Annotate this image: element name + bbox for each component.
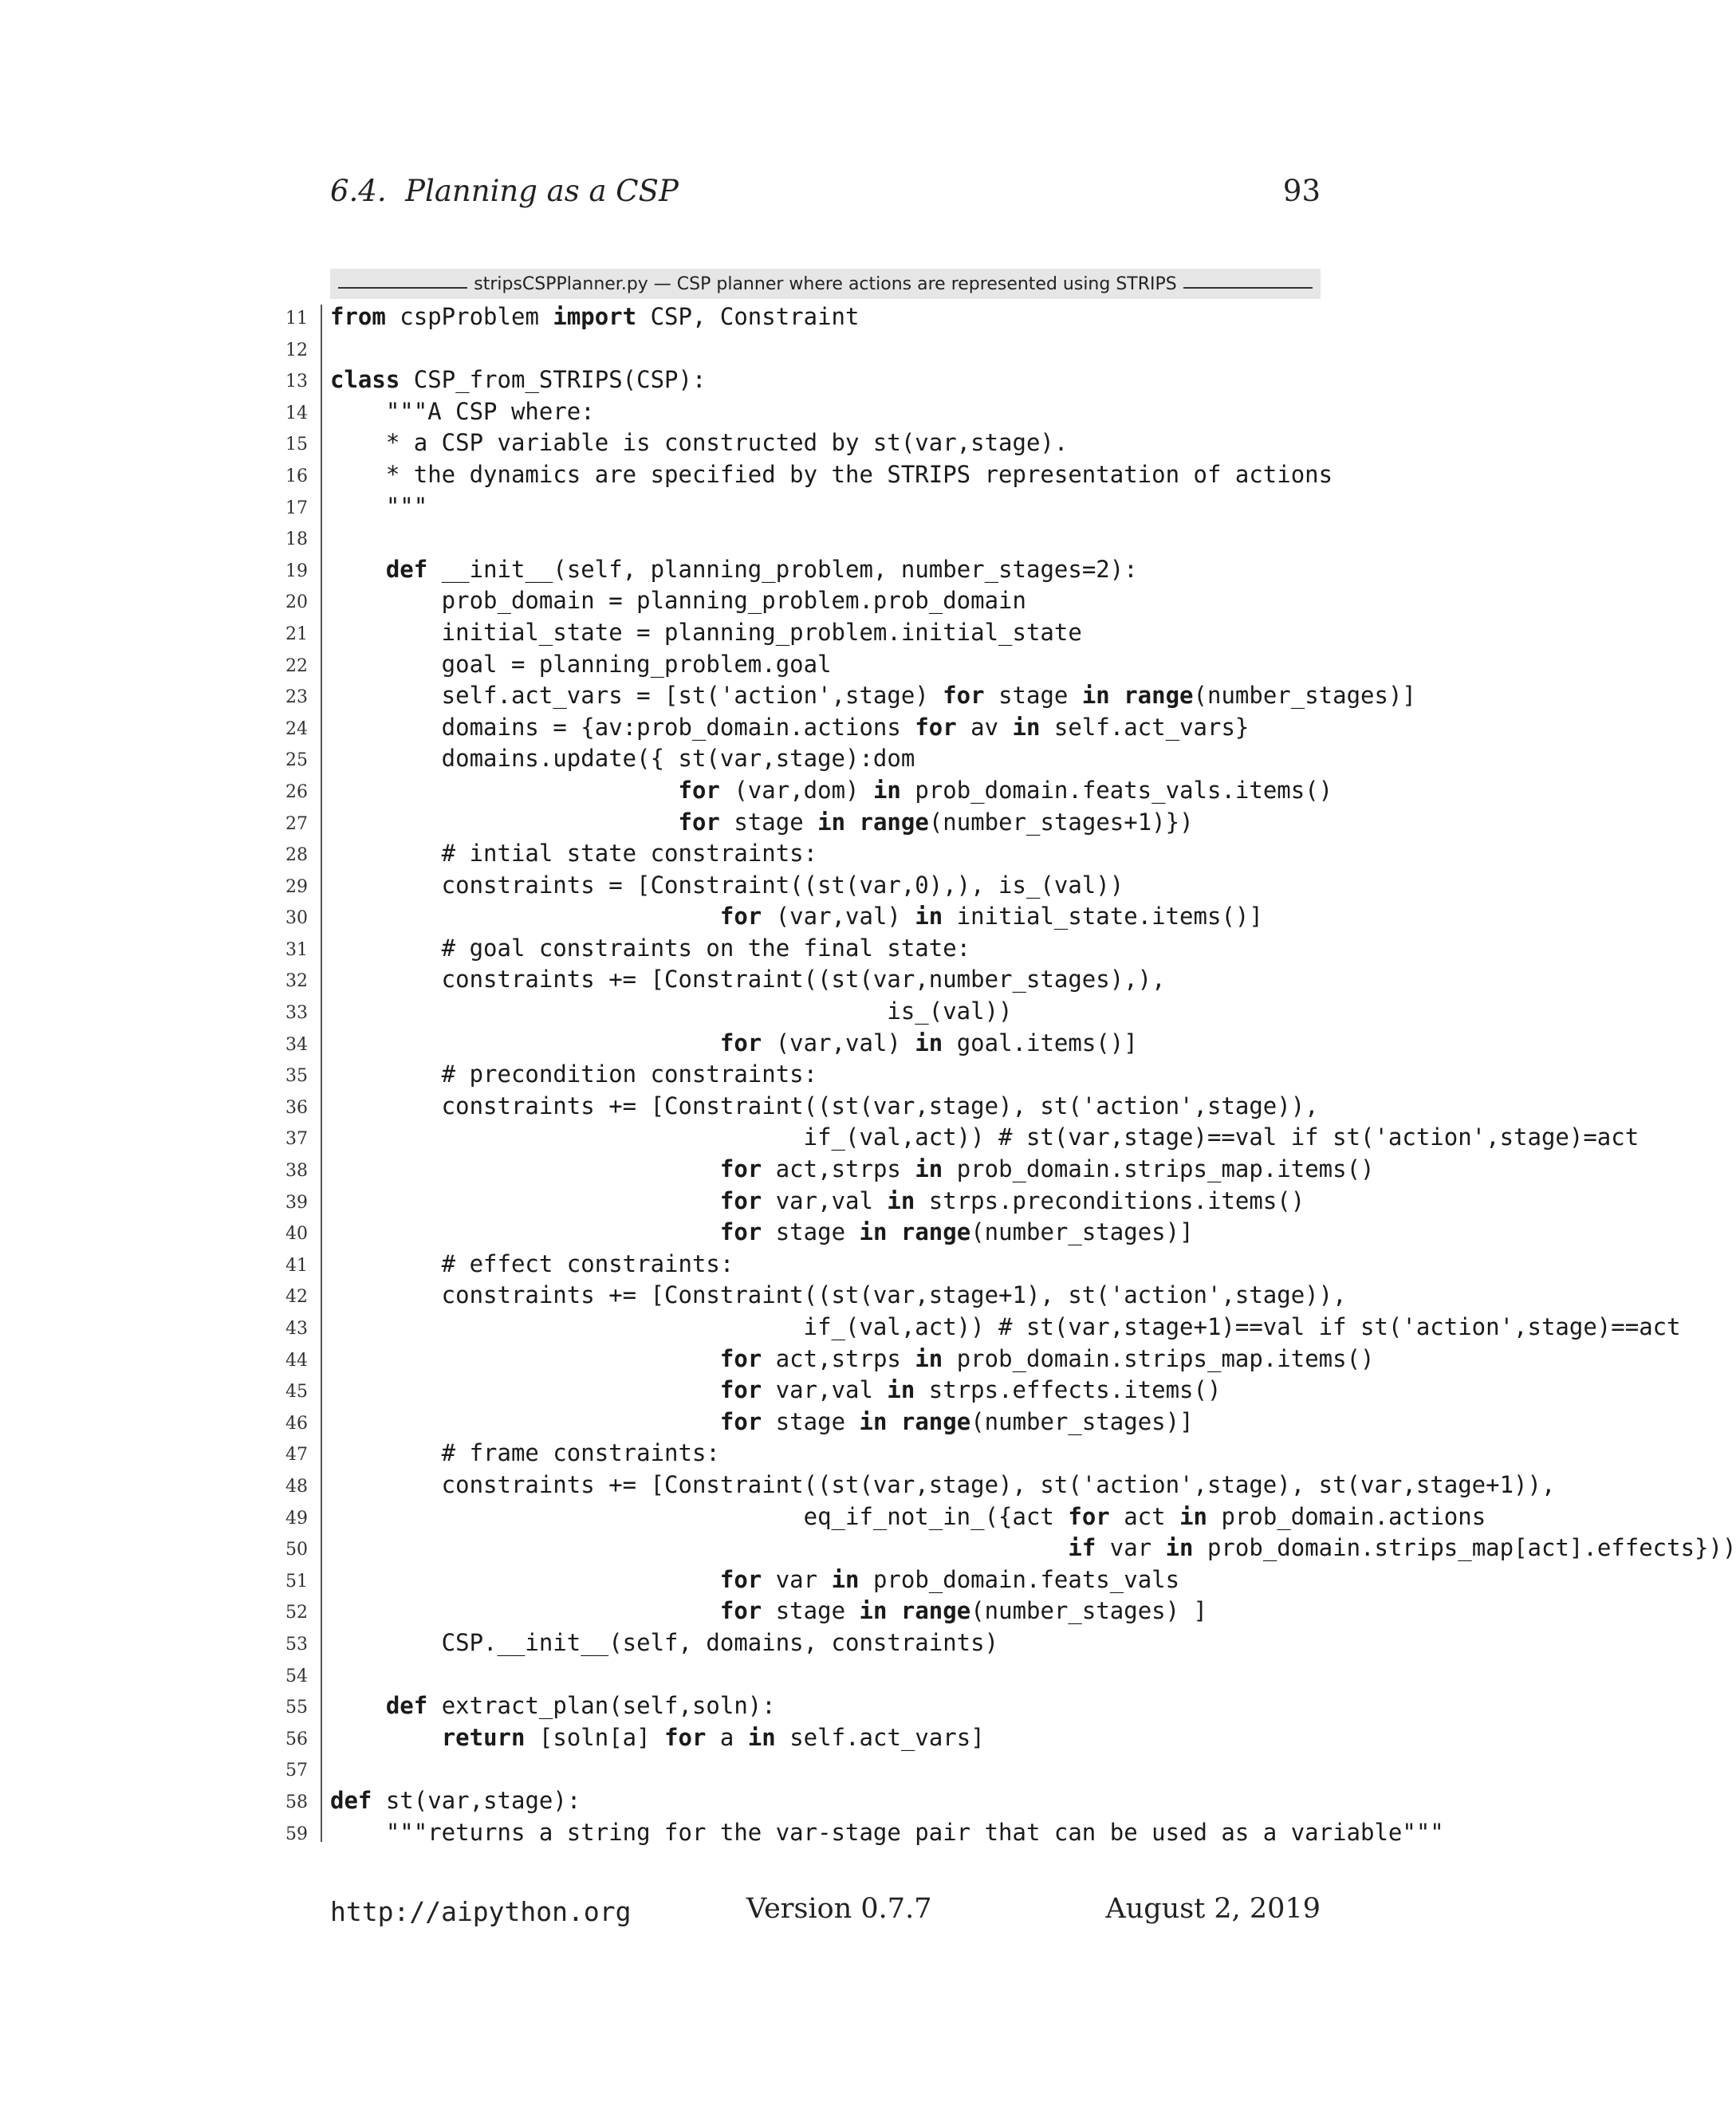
line-number: 25: [285, 750, 308, 771]
code-text: * a CSP variable is constructed by st(var,stage).: [330, 429, 1069, 457]
line-number: 35: [285, 1066, 308, 1087]
footer-date: August 2, 2019: [1105, 1893, 1321, 1925]
section-title: 6.4. Planning as a CSP: [330, 174, 679, 208]
code-text: for stage in range(number_stages)]: [719, 1218, 1194, 1246]
code-line: [0, 1564, 1633, 1596]
line-number: 41: [285, 1255, 308, 1276]
code-text: """A CSP where:: [330, 397, 595, 425]
code-text: is_(val)): [330, 997, 1013, 1025]
line-number: 50: [285, 1540, 308, 1560]
line-number: 28: [285, 845, 308, 866]
code-line: [0, 807, 1633, 839]
code-line: [0, 775, 1633, 807]
code-text: """returns a string for the var-stage pair that can be used as a variable""": [330, 1818, 1444, 1846]
code-line: [0, 1344, 1633, 1375]
listing-caption: stripsCSPPlanner.py — CSP planner where actions are represented using STRIPS: [474, 273, 1177, 294]
code-line: [0, 1059, 1633, 1091]
code-text: for (var,val) in initial_state.items()]: [719, 903, 1263, 931]
code-line: [0, 1154, 1633, 1186]
line-number: 53: [285, 1634, 308, 1655]
code-line: [0, 522, 1633, 554]
code-line: [0, 1627, 1633, 1659]
code-text: goal = planning_problem.goal: [330, 650, 832, 678]
code-line: [0, 1659, 1633, 1691]
code-text: self.act_vars = [st('action',stage) for stage in range(number_stages)]: [330, 682, 1416, 710]
code-line: [0, 333, 1633, 365]
code-line: [0, 491, 1633, 523]
code-line: [0, 1785, 1633, 1817]
code-listing: [0, 301, 1736, 1848]
code-text: constraints += [Constraint((st(var,stage), st('action',stage)),: [330, 1092, 1319, 1119]
code-text: for (var,val) in goal.items()]: [719, 1029, 1138, 1056]
code-line: [0, 427, 1633, 459]
line-number: 21: [285, 624, 308, 644]
code-line: [0, 554, 1633, 586]
line-number: 45: [285, 1382, 308, 1403]
line-number: 40: [285, 1224, 308, 1245]
line-number: 12: [285, 340, 308, 360]
line-number: 55: [285, 1698, 308, 1718]
page-number: 93: [1282, 174, 1321, 208]
line-number: 49: [285, 1508, 308, 1529]
code-text: # frame constraints:: [330, 1439, 720, 1467]
code-line: [0, 1375, 1633, 1407]
code-text: if_(val,act)) # st(var,stage)==val if st('action',stage)=act: [330, 1123, 1640, 1151]
line-number: 19: [285, 561, 308, 581]
code-text: * the dynamics are specified by the STRIPS representation of actions: [330, 460, 1333, 488]
code-line: [0, 1249, 1633, 1281]
code-line: [0, 1596, 1633, 1627]
line-number: 27: [285, 813, 308, 834]
line-number: 58: [285, 1792, 308, 1812]
code-text: constraints += [Constraint((st(var,stage+1), st('action',stage)),: [330, 1281, 1347, 1309]
line-number: 23: [285, 687, 308, 708]
line-number: 26: [285, 781, 308, 802]
code-text: constraints += [Constraint((st(var,number_stages),),: [330, 966, 1166, 994]
code-text: CSP.__init__(self, domains, constraints): [330, 1628, 999, 1656]
code-text: initial_state = planning_problem.initial_state: [330, 618, 1082, 646]
code-line: [0, 649, 1633, 681]
line-number: 42: [285, 1287, 308, 1308]
line-number: 17: [285, 498, 308, 518]
code-line: [0, 1091, 1633, 1123]
line-number: 56: [285, 1729, 308, 1749]
code-line: [0, 1407, 1633, 1438]
code-text: for var,val in strps.effects.items(): [719, 1376, 1222, 1404]
code-text: constraints += [Constraint((st(var,stage), st('action',stage), st(var,stage+1)),: [330, 1470, 1556, 1498]
code-text: if var in prob_domain.strips_map[act].effects})): [1068, 1534, 1736, 1562]
line-number: 48: [285, 1476, 308, 1497]
code-text: for stage in range(number_stages) ]: [719, 1597, 1207, 1625]
code-line: [0, 712, 1633, 744]
code-line: [0, 364, 1633, 396]
code-text: # intial state constraints:: [330, 840, 818, 868]
code-text: def __init__(self, planning_problem, number_stages=2):: [385, 555, 1138, 583]
code-line: [0, 1028, 1633, 1060]
footer-version: Version 0.7.7: [746, 1893, 932, 1925]
code-line: [0, 585, 1633, 617]
line-number: 37: [285, 1129, 308, 1150]
line-number: 22: [285, 655, 308, 676]
code-text: eq_if_not_in_({act for act in prob_domain.actions: [330, 1502, 1486, 1530]
line-number: 13: [285, 372, 308, 392]
code-line: [0, 1280, 1633, 1312]
code-line: [0, 396, 1633, 428]
code-text: class CSP_from_STRIPS(CSP):: [330, 366, 707, 394]
code-line: [0, 1438, 1633, 1470]
code-line: [0, 964, 1633, 996]
code-line: [0, 617, 1633, 649]
code-text: prob_domain = planning_problem.prob_domain: [330, 587, 1026, 615]
line-number: 43: [285, 1319, 308, 1339]
line-number: 24: [285, 718, 308, 739]
code-text: for act,strps in prob_domain.strips_map.items(): [719, 1155, 1375, 1183]
code-line: [0, 838, 1633, 870]
code-text: for var in prob_domain.feats_vals: [719, 1565, 1180, 1593]
line-number: 20: [285, 592, 308, 613]
line-number: 16: [285, 466, 308, 486]
line-number: 36: [285, 1097, 308, 1118]
code-line: [0, 301, 1633, 333]
line-number: 32: [285, 971, 308, 992]
line-number: 39: [285, 1192, 308, 1213]
code-line: [0, 1501, 1633, 1533]
code-text: if_(val,act)) # st(var,stage+1)==val if st('action',stage)==act: [330, 1313, 1681, 1340]
code-text: # effect constraints:: [330, 1249, 734, 1277]
code-line: [0, 459, 1633, 491]
code-line: [0, 996, 1633, 1028]
code-line: [0, 1470, 1633, 1501]
code-text: for (var,dom) in prob_domain.feats_vals.items(): [678, 776, 1333, 804]
code-line: [0, 680, 1633, 712]
code-line: [0, 1217, 1633, 1249]
code-text: domains = {av:prob_domain.actions for av in self.act_vars}: [330, 713, 1250, 741]
code-line: [0, 1690, 1633, 1722]
line-number: 34: [285, 1034, 308, 1055]
code-text: def st(var,stage):: [330, 1786, 581, 1814]
listing-caption-bar: [330, 269, 1321, 299]
code-line: [0, 1722, 1633, 1754]
line-number: 14: [285, 403, 308, 423]
code-text: for stage in range(number_stages+1)}): [678, 808, 1194, 836]
code-text: # precondition constraints:: [330, 1060, 818, 1088]
code-line: [0, 933, 1633, 965]
line-number: 18: [285, 529, 308, 550]
code-text: for act,strps in prob_domain.strips_map.items(): [719, 1344, 1375, 1372]
caption-rule-right: [1183, 287, 1313, 289]
code-text: # goal constraints on the final state:: [330, 934, 971, 962]
code-text: for var,val in strps.preconditions.items(): [719, 1186, 1305, 1214]
line-number: 31: [285, 939, 308, 960]
line-number: 30: [285, 908, 308, 929]
footer-url[interactable]: http://aipython.org: [330, 1896, 632, 1927]
line-number: 54: [285, 1666, 308, 1686]
line-number: 29: [285, 876, 308, 897]
code-text: """: [330, 492, 428, 520]
code-line: [0, 1753, 1633, 1785]
line-number: 33: [285, 1003, 308, 1024]
code-line: [0, 870, 1633, 902]
line-number: 38: [285, 1161, 308, 1182]
line-number: 15: [285, 435, 308, 455]
code-line: [0, 1533, 1736, 1564]
code-line: [0, 1817, 1633, 1849]
line-number: 46: [285, 1413, 308, 1434]
line-number: 57: [285, 1761, 308, 1781]
line-number: 52: [285, 1603, 308, 1623]
code-text: for stage in range(number_stages)]: [719, 1407, 1194, 1435]
code-line: [0, 901, 1633, 933]
code-line: [0, 743, 1633, 775]
code-line: [0, 1312, 1681, 1344]
code-line: [0, 1186, 1633, 1218]
code-text: domains.update({ st(var,stage):dom: [330, 745, 915, 773]
line-number: 59: [285, 1824, 308, 1844]
code-line: [0, 1122, 1640, 1154]
line-number: 11: [285, 309, 308, 329]
code-text: return [soln[a] for a in self.act_vars]: [441, 1723, 985, 1751]
code-text: from cspProblem import CSP, Constraint: [330, 303, 860, 330]
code-text: constraints = [Constraint((st(var,0),), is_(val)): [330, 871, 1124, 899]
code-text: def extract_plan(self,soln):: [385, 1692, 776, 1720]
caption-rule-left: [338, 287, 467, 289]
line-number: 47: [285, 1445, 308, 1466]
line-number: 44: [285, 1350, 308, 1371]
line-number: 51: [285, 1571, 308, 1592]
